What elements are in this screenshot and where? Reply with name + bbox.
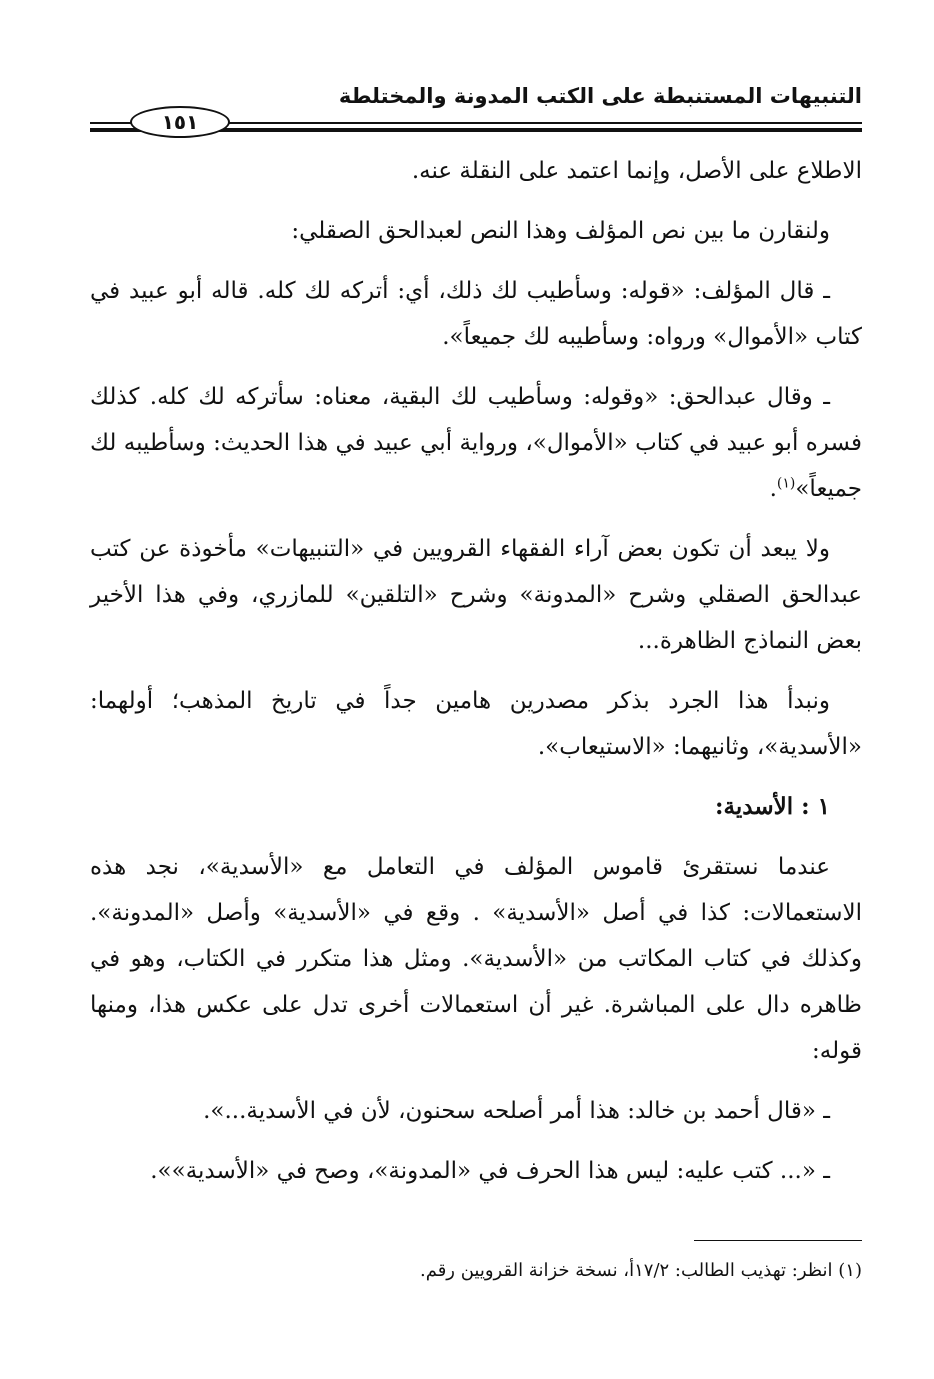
paragraph: الاطلاع على الأصل، وإنما اعتمد على النقلة عنه. <box>411 158 862 184</box>
quote-paragraph: ـ «... كتب عليه: ليس هذا الحرف في «المدونة»، وصح في «الأسدية»». <box>150 1158 830 1184</box>
footnote: (١) انظر: تهذيب الطالب: ١٧/٢أ، نسخة خزانة القرويين رقم. <box>420 1260 862 1281</box>
paragraph-end: . <box>769 476 777 502</box>
paragraph: ونبدأ هذا الجرد بذكر مصدرين هامين جداً في تاريخ المذهب؛ أولهما: «الأسدية»، وثانيهما: «الاستيعاب». <box>90 688 862 760</box>
page-header <box>90 84 862 134</box>
paragraph: ولنقارن ما بين نص المؤلف وهذا النص لعبدالحق الصقلي: <box>291 218 830 244</box>
quote-paragraph <box>90 374 862 512</box>
paragraph: عندما نستقرئ قاموس المؤلف في التعامل مع «الأسدية»، نجد هذه الاستعمالات: كذا في أصل «الأسدية» . وقع في «الأسدية» وأصل «المدونة». وكذلك في كتاب المكاتب من «الأسدية». ومثل هذا متكرر في الكتاب، وهو في ظاهره دال على المباشرة. غير أن استعمالات أخرى تدل على عكس هذا، ومنها قوله: <box>90 854 862 1064</box>
running-title: التنبيهات المستنبطة على الكتب المدونة والمختلطة <box>338 84 862 108</box>
quote-paragraph: ـ «قال أحمد بن خالد: هذا أمر أصلحه سحنون، لأن في الأسدية...». <box>203 1098 830 1124</box>
paragraph-text: ـ وقال عبدالحق: «وقوله: وسأطيب لك البقية، معناه: سأتركه لك كله. كذلك فسره أبو عبيد في كتاب «الأموال»، ورواية أبي عبيد في هذا الحديث: وسأطيبه لك جميعاً» <box>90 384 862 502</box>
quote-paragraph: ـ قال المؤلف: «قوله: وسأطيب لك ذلك، أي: أتركه لك كله. قاله أبو عبيد في كتاب «الأموال» ورواه: وسأطيبه لك جميعاً». <box>90 278 862 350</box>
footnote-separator <box>694 1240 862 1241</box>
paragraph: ولا يبعد أن تكون بعض آراء الفقهاء القرويين في «التنبيهات» مأخوذة عن كتب عبدالحق الصقلي وشرح «المدونة» وشرح «التلقين» للمازري، وفي هذا الأخير بعض النماذج الظاهرة... <box>90 536 862 654</box>
page-number: ١٥١ <box>161 110 199 134</box>
section-heading: ١ : الأسدية: <box>715 793 830 820</box>
page-number-badge <box>130 106 230 138</box>
body-text <box>90 148 862 1208</box>
footnote-reference[interactable]: (١) <box>776 475 796 492</box>
